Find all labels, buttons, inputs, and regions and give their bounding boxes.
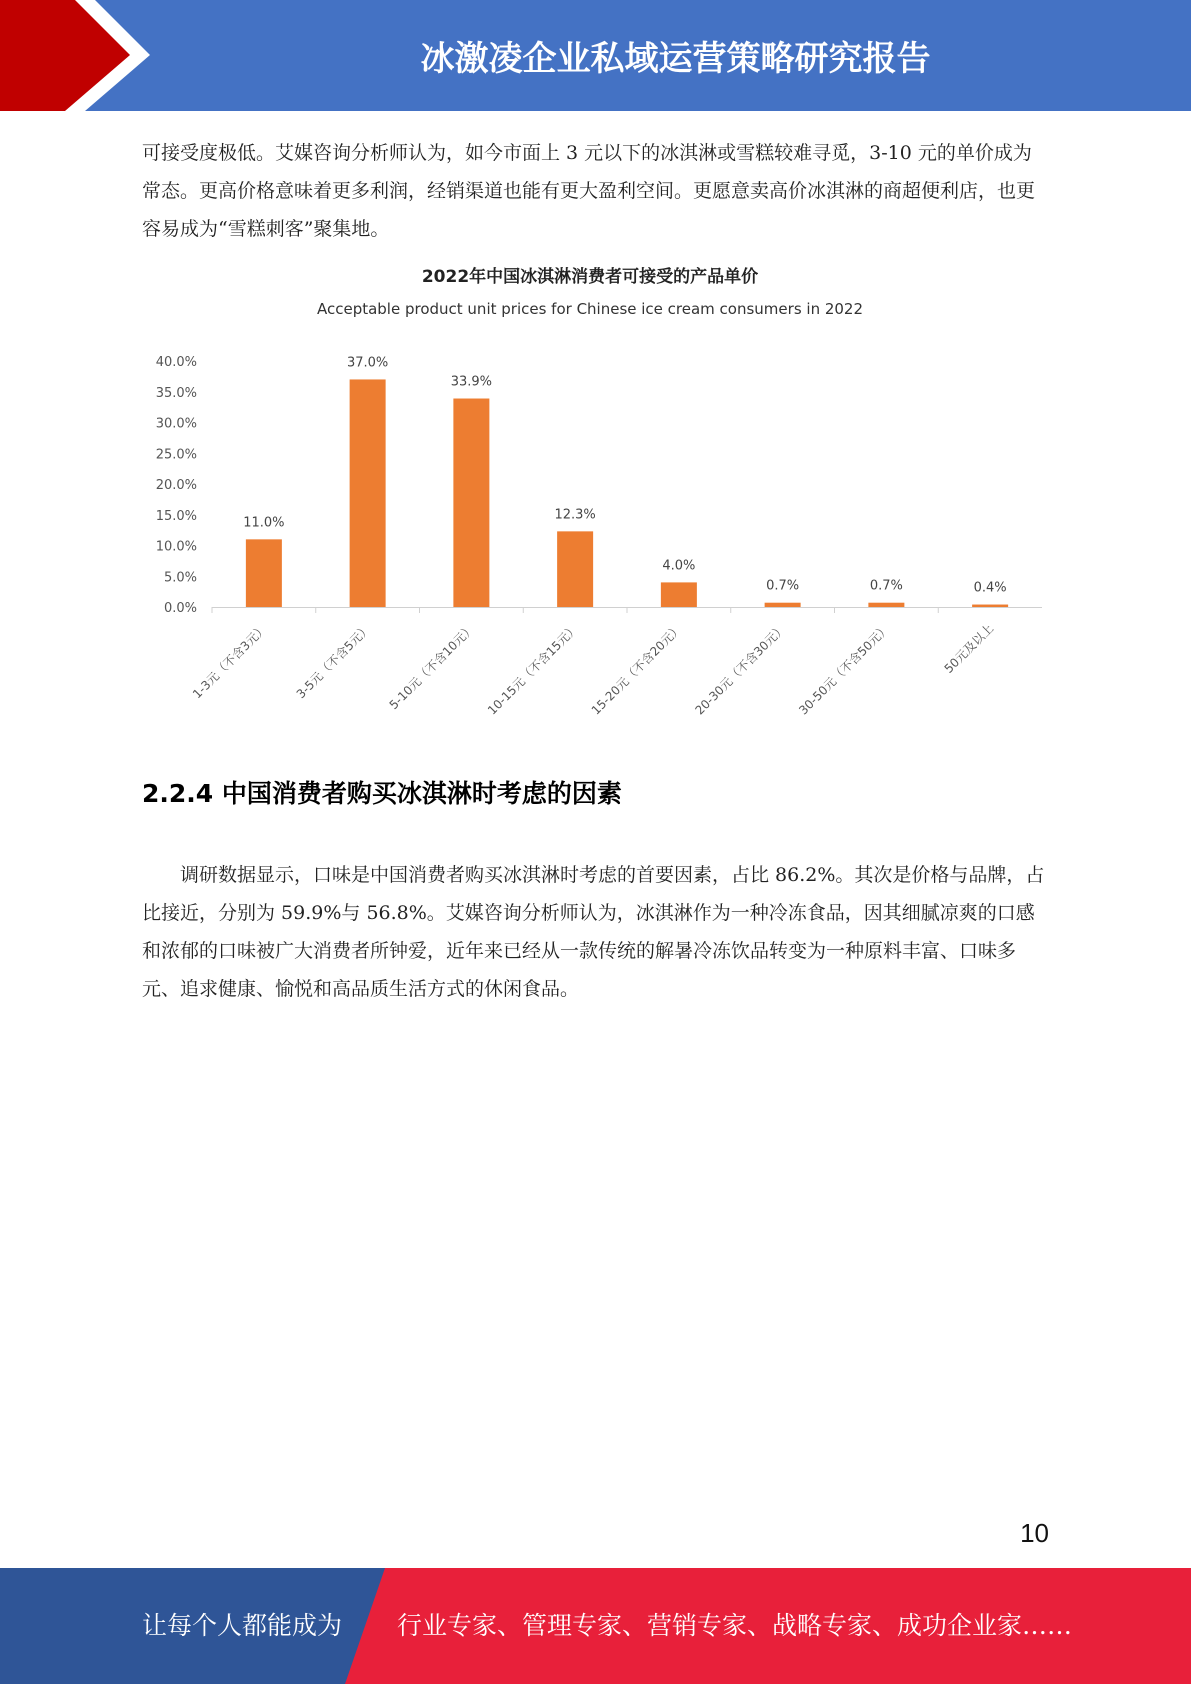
data-label: 0.7%: [766, 578, 800, 594]
page-footer: [0, 1568, 1191, 1684]
bar: [972, 605, 1008, 607]
x-axis: [190, 607, 1042, 717]
bar: [246, 539, 282, 607]
y-tick-label: 35.0%: [155, 385, 197, 401]
bar: [453, 399, 489, 607]
chart-title: 2022年中国冰淇淋消费者可接受的产品单价: [421, 267, 759, 287]
body-paragraph-2: 调研数据显示，口味是中国消费者购买冰淇淋时考虑的首要因素，占比 86.2%。其次是价格与品牌，占比接近，分别为 59.9%与 56.8%。艾媒咨询分析师认为，冰淇淋作为一种冷冻食品，因其细腻凉爽的口感和浓郁的口味被广大消费者所钟爱，近年来已经从一款传统的解暑冷冻饮品转变为一种原料丰富、口味多元、追求健康、愉悦和高品质生活方式的休闲食品。: [142, 864, 1045, 1000]
y-tick-label: 10.0%: [155, 539, 197, 555]
x-tick-label: 20-30元（不含30元）: [692, 621, 789, 718]
data-label: 4.0%: [662, 558, 696, 574]
header-arrow-decoration: [0, 0, 150, 111]
y-tick-label: 40.0%: [155, 355, 197, 370]
y-tick-label: 0.0%: [163, 601, 197, 616]
page-number: 10: [1020, 1518, 1049, 1548]
y-tick-label: 5.0%: [163, 570, 197, 586]
footer-slogan-right: 行业专家、管理专家、营销专家、战略专家、成功企业家……: [397, 1611, 1073, 1640]
y-tick-label: 25.0%: [155, 447, 197, 463]
chart-subtitle: Acceptable product unit prices for Chinese ice cream consumers in 2022: [316, 300, 864, 318]
data-label: 0.7%: [869, 578, 903, 594]
bar: [350, 379, 386, 607]
report-title: 冰激凌企业私域运营策略研究报告: [420, 39, 931, 79]
page-header: [0, 0, 1191, 111]
data-label: 0.4%: [973, 580, 1007, 596]
y-tick-label: 30.0%: [155, 416, 197, 432]
price-acceptance-chart: [142, 258, 1047, 738]
x-tick-label: 10-15元（不含15元）: [484, 621, 582, 718]
bar: [557, 531, 593, 607]
bar: [868, 603, 904, 607]
section-heading: 2.2.4 中国消费者购买冰淇淋时考虑的因素: [142, 779, 622, 808]
x-tick-label: 30-50元（不含50元）: [796, 621, 893, 718]
x-tick-label: 50元及以上: [941, 621, 997, 676]
x-tick-label: 5-10元（不含10元）: [386, 621, 478, 713]
footer-slogan-left: 让每个人都能成为: [142, 1611, 343, 1640]
data-label: 12.3%: [554, 507, 596, 523]
y-tick-label: 20.0%: [155, 478, 197, 493]
x-tick-label: 15-20元（不含20元）: [588, 621, 685, 718]
y-axis: [156, 355, 197, 616]
bar: [765, 603, 801, 607]
x-tick-label: 3-5元（不含5元）: [293, 621, 374, 702]
data-label: 37.0%: [346, 355, 389, 371]
y-tick-label: 15.0%: [155, 508, 197, 524]
chart-svg: [142, 258, 1047, 738]
body-paragraph-1: 可接受度极低。艾媒咨询分析师认为，如今市面上 3 元以下的冰淇淋或雪糕较难寻觅，3-10 元的单价成为常态。更高价格意味着更多利润，经销渠道也能有更大盈利空间。更愿意卖高价冰淇淋的商超便利店，也更容易成为“雪糕刺客”聚集地。: [142, 142, 1036, 240]
bar: [661, 582, 697, 607]
x-tick-label: 1-3元（不含3元）: [189, 621, 270, 702]
data-label: 11.0%: [243, 515, 285, 531]
bars: [243, 355, 1008, 607]
data-label: 33.9%: [450, 374, 493, 390]
